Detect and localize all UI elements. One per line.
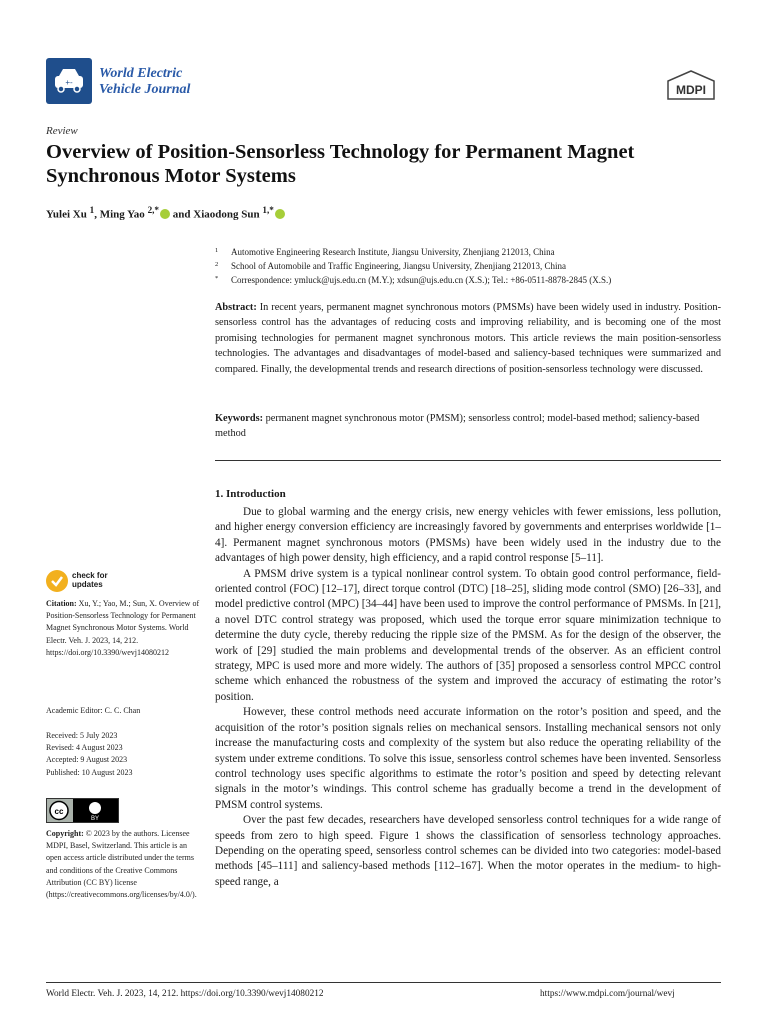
orcid-icon[interactable]: [275, 209, 285, 219]
publisher-name: MDPI: [676, 83, 706, 97]
academic-editor: Academic Editor: C. C. Chan: [46, 706, 141, 715]
footer-divider: [46, 982, 721, 983]
copyright: Copyright: © 2023 by the authors. Licensee MDPI, Basel, Switzerland. This article is an open access article distributed under the terms and conditions of the Creative Commons Attribution (CC BY) license (https://creativecommons.org/licenses/by/4.0/).: [46, 829, 197, 900]
footer-journal-link[interactable]: https://www.mdpi.com/journal/wevj: [540, 989, 675, 999]
svg-text:BY: BY: [90, 816, 100, 822]
footer-citation: World Electr. Veh. J. 2023, 14, 212. https://doi.org/10.3390/wevj14080212: [46, 989, 324, 999]
paragraph: Over the past few decades, researchers have developed sensorless control techniques for a wide range of speeds from zero to high speed. Figure 1 shows the classification of sensorless technology approaches. Depending on the operating speed, sensorless control schemes can be divided into two categories: model-based methods [45–111] and saliency-based methods [112–167]. When the motor operates in the medium- to high-speed range, a: [215, 814, 721, 888]
keywords-label: Keywords:: [215, 413, 264, 424]
author-name: Xiaodong Sun: [193, 208, 260, 221]
paragraph: Due to global warming and the energy crisis, new energy vehicles with fewer emissions, less pollution, and higher energy conversion efficiency are increasingly favored by governments and enterprises worldwide [1–4]. Permanent magnet synchronous motors (PMSMs) have been widely used in the industry due to the advantages of high power density, high efficiency, and a rapid control response [5–11].: [215, 506, 721, 565]
author-list: Yulei Xu $^1$, Ming Yao $^{2,*}$ and Xiaodong Sun $^{1,*}$: [46, 205, 285, 221]
svg-text:cc: cc: [54, 807, 64, 816]
correspondence: * Correspondence: ymluck@ujs.edu.cn (M.Y.); xdsun@ujs.edu.cn (X.S.); Tel.: +86-0511-8878-2845 (X.S.): [215, 275, 612, 285]
citation: Citation: Xu, Y.; Yao, M.; Sun, X. Overview of Position-Sensorless Technology for Permanent Magnet Synchronous Motor Systems. World Electr. Veh. J. 2023, 14, 212. https://doi.org/10.3390/wevj14080212: [46, 599, 200, 657]
article-title: Overview of Position-Sensorless Technology for Permanent Magnet Synchronous Motor Systems: [46, 141, 635, 187]
body-text: [215, 505, 721, 890]
abstract: [215, 300, 721, 377]
mdpi-logo-icon: [664, 69, 718, 105]
article-type: Review: [46, 125, 78, 137]
affiliation: $^2$ School of Automobile and Traffic Engineering, Jiangsu University, Zhenjiang 212013, China: [215, 261, 566, 271]
cc-license-icon[interactable]: [46, 798, 119, 823]
check-updates-label[interactable]: check for updates: [72, 571, 108, 589]
abstract-text: In recent years, permanent magnet synchronous motors (PMSMs) have been widely used in industry. Position-sensorless control has the advantages of reducing costs and improving reliability, and is becoming one of the most promising technologies for permanent magnet synchronous motors. This article reviews the main position-sensorless technologies. The advantages and disadvantages of model-based and saliency-based techniques were summarized and compared. Finally, the developmental trends and research directions of position-sensorless technology were discussed.: [215, 302, 722, 375]
journal-name-line2: Vehicle Journal: [99, 82, 191, 97]
author-name: Ming Yao: [99, 208, 145, 221]
paragraph: However, these control methods need accurate information on the rotor’s position and speed, and the acquisition of the rotor’s position signals relies on mechanical sensors. Installing mechanical sensors not only increase the manufacturing costs and complexity of the system but also reduce the operating reliability of the system under extreme conditions. To solve this issue, sensorless control schemes have been invented. Sensorless control technology uses specific algorithms to estimate the rotor’s position and speed by detecting relevant signals in the motor’s windings. This control scheme has gradually become a trend in the development of PMSM control systems.: [215, 706, 721, 811]
keywords: [215, 411, 721, 442]
orcid-icon[interactable]: [160, 209, 170, 219]
author-sup: 1: [89, 205, 95, 215]
journal-name: [99, 66, 190, 98]
svg-text:+-: +-: [65, 78, 73, 87]
affiliation: $^1$ Automotive Engineering Research Institute, Jiangsu University, Zhenjiang 212013, China: [215, 247, 555, 257]
author-sup: 2,*: [147, 205, 160, 215]
journal-logo-icon: [46, 58, 92, 104]
paragraph: A PMSM drive system is a typical nonlinear control system. To obtain good control performance, field-oriented control (FOC) [12–17], direct torque control (DTC) [18–25], sliding mode control (SMO) [26–33], and model predictive control (MPC) [34–44] have been used to improve the control performance of PMSMs. In [21], a novel DTC control strategy was proposed, which used the torque error square minimization technique to determine the duty cycle, thereby reducing the ripple size of the PMSM. As for the design of the observer, the work of [29] studied the main problems and developmental trends of the observer. As an efficient control strategy, MPC is used more and more widely. The authors of [35] proposed a sensorless control MPCC control scheme which enhanced the robustness of the system and improved the accuracy of estimating the rotor’s position.: [215, 567, 721, 703]
check-updates-icon[interactable]: [46, 570, 68, 592]
abstract-label: Abstract:: [215, 302, 257, 313]
author-sup: 1,*: [262, 205, 274, 215]
keywords-text: permanent magnet synchronous motor (PMSM); sensorless control; model-based method; saliency-based method: [215, 413, 700, 440]
author-name: Yulei Xu: [46, 208, 87, 221]
divider: [215, 460, 721, 461]
dates: Received: 5 July 2023 Revised: 4 August 2023 Accepted: 9 August 2023 Published: 10 August 2023: [46, 731, 133, 777]
section-heading: 1. Introduction: [215, 488, 286, 500]
journal-name-line1: World Electric: [99, 66, 183, 81]
